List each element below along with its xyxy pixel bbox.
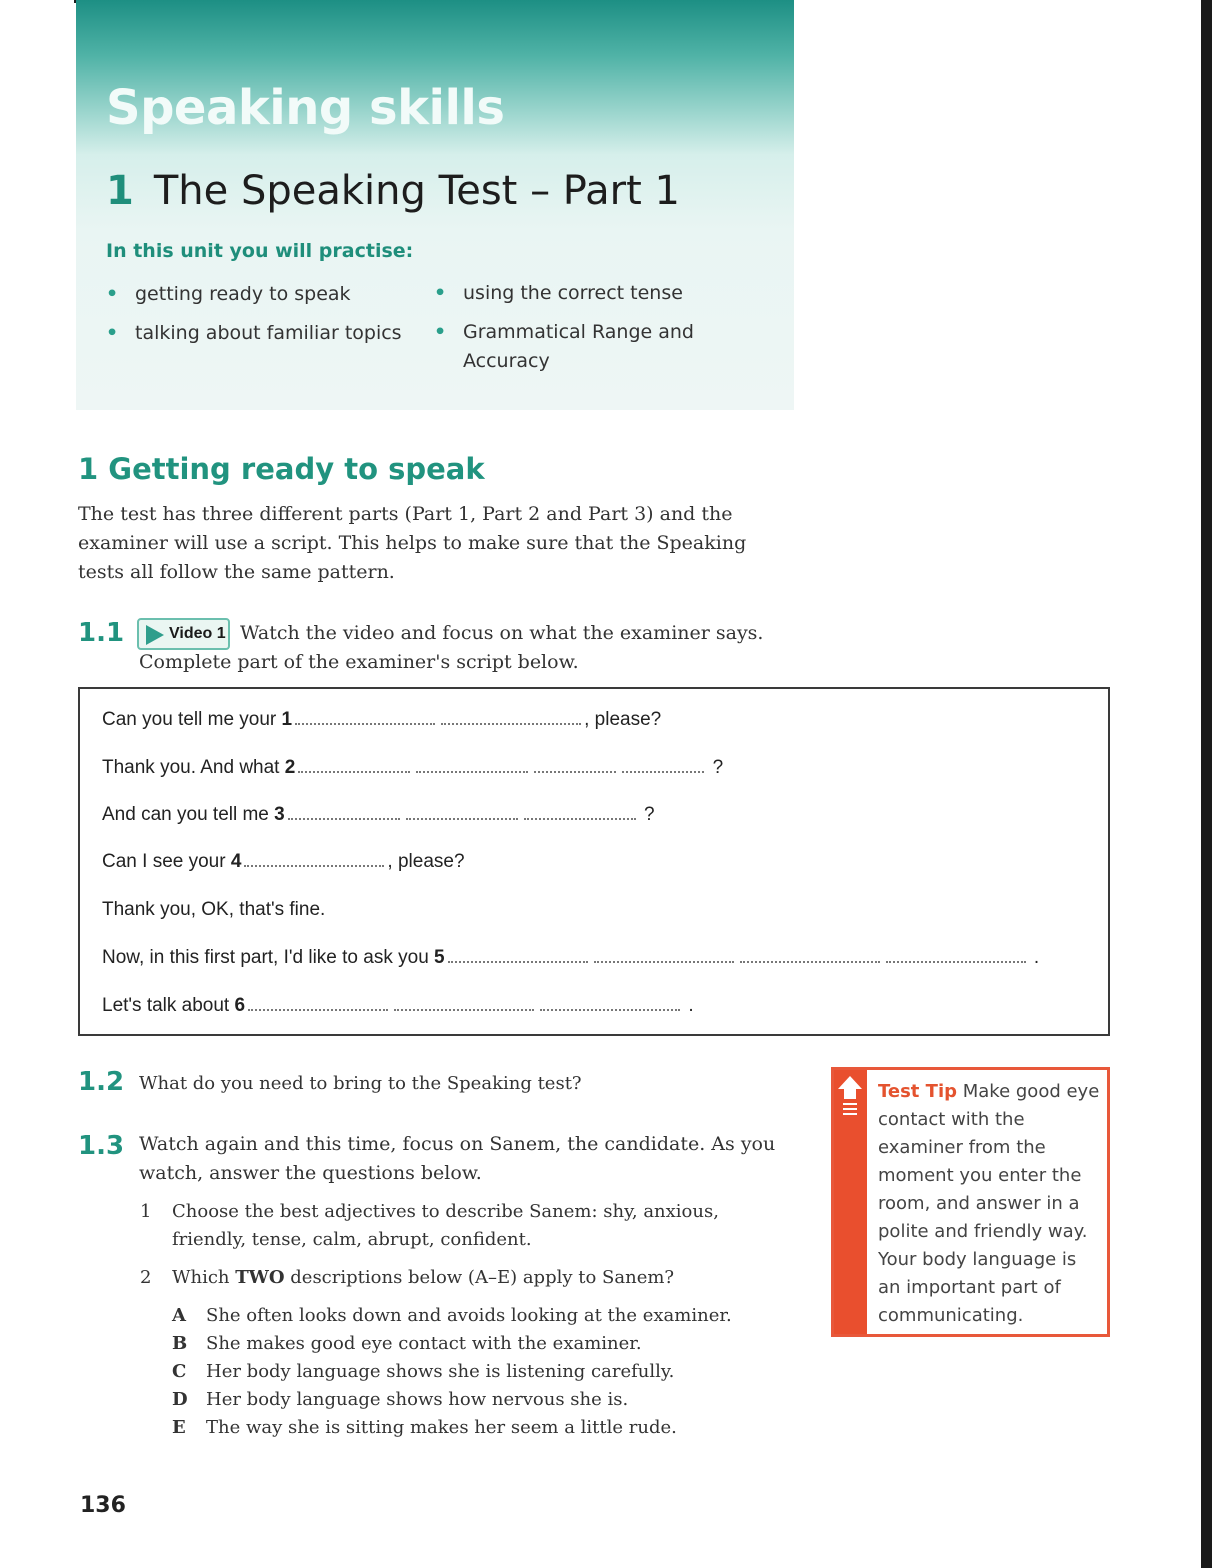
script-line: Can you tell me your 1 , please? [102, 709, 662, 730]
section-title: Speaking skills [106, 80, 505, 136]
exercise-question: What do you need to bring to the Speaking test? [139, 1073, 582, 1094]
answer-blank-2[interactable] [298, 757, 410, 773]
exercise-instruction: Complete part of the examiner's script below. [139, 651, 579, 673]
bullet-text: using the correct tense [463, 282, 683, 304]
question-text: Which TWO descriptions below (A–E) apply to Sanem? [172, 1267, 675, 1288]
practise-heading: In this unit you will practise: [106, 240, 414, 262]
bullet-item [434, 318, 724, 376]
answer-blank-5[interactable] [886, 947, 1026, 963]
bullet-text: talking about familiar topics [135, 322, 402, 344]
answer-blank-2[interactable] [622, 757, 704, 773]
exercise-number: 1.2 [78, 1067, 125, 1097]
exercise-instruction: Watch again and this time, focus on Sanem, the candidate. As you [139, 1133, 776, 1155]
answer-blank-3[interactable] [288, 804, 400, 820]
exercise-instruction: Watch the video and focus on what the examiner says. [240, 622, 764, 644]
bullet-dot: • [106, 283, 119, 305]
option-item: D Her body language shows how nervous she is. [172, 1389, 629, 1410]
bullet-item [106, 319, 436, 348]
exercise-instruction: watch, answer the questions below. [139, 1162, 482, 1184]
intro-paragraph: The test has three different parts (Part 1, Part 2 and Part 3) and the examiner will use a script. This helps to make sure that the Speaking tests all follow the same pattern. [78, 503, 747, 583]
unit-title [106, 168, 680, 214]
answer-blank-5[interactable] [740, 947, 880, 963]
answer-blank-3[interactable] [406, 804, 518, 820]
bullet-text: getting ready to speak [135, 283, 351, 305]
option-item: C Her body language shows she is listening carefully. [172, 1361, 675, 1382]
answer-blank-2[interactable] [534, 757, 616, 773]
script-line: Now, in this first part, I'd like to ask you 5 . [102, 947, 1040, 968]
answer-blank-6[interactable] [248, 995, 388, 1011]
answer-blank-5[interactable] [448, 947, 588, 963]
question-number: 1 [140, 1201, 152, 1222]
answer-blank-6[interactable] [394, 995, 534, 1011]
bullet-dot: • [434, 321, 447, 343]
question-item [140, 1198, 780, 1254]
bullet-item [106, 280, 426, 309]
script-line: Thank you. And what 2 ? [102, 757, 724, 778]
answer-blank-1[interactable] [441, 709, 581, 725]
video-label: Video 1 [169, 625, 226, 642]
up-arrow-icon [838, 1076, 862, 1089]
play-icon [146, 625, 164, 645]
unit-number: 1 [106, 168, 134, 214]
page-number: 136 [80, 1493, 126, 1518]
answer-blank-2[interactable] [416, 757, 528, 773]
video-button[interactable] [137, 618, 230, 650]
section-heading: 1 Getting ready to speak [78, 452, 485, 486]
exercise-number: 1.1 [78, 618, 125, 648]
option-item: A She often looks down and avoids looking at the examiner. [172, 1305, 732, 1326]
scan-right-edge [1201, 0, 1212, 1568]
exercise-number: 1.3 [78, 1131, 125, 1161]
bullet-text: Grammatical Range and Accuracy [463, 321, 694, 372]
test-tip-strip [834, 1070, 867, 1334]
question-item [140, 1264, 800, 1292]
answer-blank-4[interactable] [244, 851, 384, 867]
test-tip-box [831, 1067, 1110, 1337]
script-line: Can I see your 4 , please? [102, 851, 465, 872]
test-tip-label: Test Tip [878, 1081, 958, 1102]
script-line: And can you tell me 3 ? [102, 804, 655, 825]
answer-blank-1[interactable] [295, 709, 435, 725]
answer-blank-3[interactable] [524, 804, 636, 820]
answer-blank-5[interactable] [594, 947, 734, 963]
answer-blank-6[interactable] [540, 995, 680, 1011]
question-number: 2 [140, 1267, 152, 1288]
option-item: E The way she is sitting makes her seem a little rude. [172, 1417, 677, 1438]
bullet-dot: • [106, 322, 119, 344]
question-text: Choose the best adjectives to describe Sanem: shy, anxious, friendly, tense, calm, abrupt, confident. [172, 1201, 719, 1250]
unit-title-text: The Speaking Test – Part 1 [153, 168, 680, 214]
bullet-dot: • [434, 282, 447, 304]
test-tip-text: Test Tip Make good eye contact with the examiner from the moment you enter the room, and answer in a polite and friendly way. Your body language is an important part of communicating. [878, 1081, 1100, 1326]
script-line: Let's talk about 6 . [102, 995, 694, 1016]
option-item: B She makes good eye contact with the examiner. [172, 1333, 642, 1354]
bullet-item [434, 279, 734, 308]
script-line: Thank you, OK, that's fine. [102, 899, 326, 920]
